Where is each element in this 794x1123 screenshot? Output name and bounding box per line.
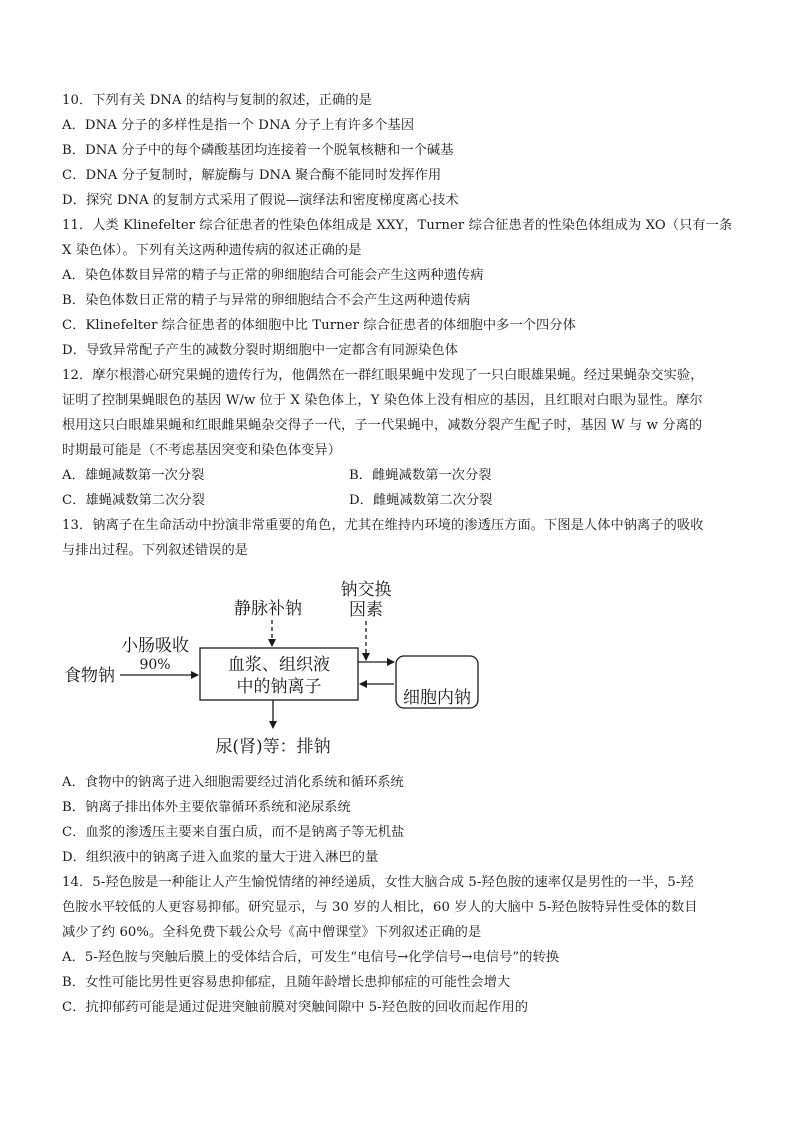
sodium-flow-diagram bbox=[62, 580, 562, 765]
q11-option-b: B．染色体数日正常的精子与异常的卵细胞结合不会产生这两种遗传病 bbox=[62, 293, 471, 308]
q13-stem-line-1: 13．钠离子在生命活动中扮演非常重要的角色，尤其在维持内环境的渗透压方面。下图是人体中钠离子的吸收 bbox=[62, 518, 704, 533]
food-sodium-label: 食物钠 bbox=[64, 666, 115, 686]
q10-option-d: D．探究 DNA 的复制方式采用了假说—演绎法和密度梯度离心技术 bbox=[62, 193, 459, 208]
q10-option-b: B．DNA 分子中的每个磷酸基团均连接着一个脱氧核糖和一个碱基 bbox=[62, 143, 454, 158]
q10-option-a: A．DNA 分子的多样性是指一个 DNA 分子上有许多个基因 bbox=[62, 118, 415, 133]
intestine-absorb-label: 小肠吸收 bbox=[121, 636, 189, 656]
intracellular-label: 细胞内钠 bbox=[403, 688, 471, 708]
q11-option-a: A．染色体数目异常的精子与正常的卵细胞结合可能会产生这两种遗传病 bbox=[62, 268, 484, 283]
q11-stem-line-2: X 染色体）。下列有关这两种遗传病的叙述正确的是 bbox=[62, 243, 362, 258]
plasma-label-2: 中的钠离子 bbox=[236, 677, 322, 697]
q11-option-c: C．Klinefelter 综合征患者的体细胞中比 Turner 综合征患者的体细胞中多一个四分体 bbox=[62, 318, 576, 333]
q12-option-d: D．雌蝇减数第二次分裂 bbox=[349, 493, 493, 508]
q12-options-row-1 bbox=[62, 463, 742, 488]
percent-label: 90% bbox=[139, 657, 171, 673]
iv-sodium-label: 静脉补钠 bbox=[234, 599, 302, 619]
q12-stem-line-4: 时期最可能是（不考虑基因突变和染色体变异） bbox=[62, 443, 342, 458]
q14-stem-line-3: 减少了约 60%。全科免费下载公众号《高中僧课堂》下列叙述正确的是 bbox=[62, 925, 482, 940]
exchange-factor-label-1: 钠交换 bbox=[340, 580, 392, 600]
q12-option-b: B．雌蝇减数第一次分裂 bbox=[349, 468, 492, 483]
excretion-label: 尿(肾)等：排钠 bbox=[215, 737, 331, 757]
q13-stem-line-2: 与排出过程。下列叙述错误的是 bbox=[62, 543, 249, 558]
q10-stem: 10．下列有关 DNA 的结构与复制的叙述，正确的是 bbox=[62, 93, 372, 108]
q10-option-c: C．DNA 分子复制时，解旋酶与 DNA 聚合酶不能同时发挥作用 bbox=[62, 168, 442, 183]
q14-stem-line-1: 14．5-羟色胺是一种能让人产生愉悦情绪的神经递质，女性大脑合成 5-羟色胺的速率仅是男性的一半，5-羟 bbox=[62, 875, 694, 890]
q12-stem-line-3: 根用这只白眼雄果蝇和红眼雌果蝇杂交得子一代，子一代果蝇中，减数分裂产生配子时，基因 W 与 w 分离的 bbox=[62, 418, 703, 433]
q13-option-c: C．血浆的渗透压主要来自蛋白质，而不是钠离子等无机盐 bbox=[62, 825, 405, 840]
q14-option-c: C．抗抑郁药可能是通过促进突触前膜对突触间隙中 5-羟色胺的回收而起作用的 bbox=[62, 1000, 529, 1015]
plasma-label-1: 血浆、组织液 bbox=[228, 655, 330, 675]
q11-option-d: D．导致异常配子产生的减数分裂时期细胞中一定都含有同源染色体 bbox=[62, 343, 459, 358]
q11-stem-line-1: 11．人类 Klinefelter 综合征患者的性染色体组成是 XXY，Turner 综合征患者的性染色体组成为 XO（只有一条 bbox=[62, 218, 733, 233]
q12-option-a: A．雄蝇减数第一次分裂 bbox=[62, 468, 205, 483]
q12-options-row-2 bbox=[62, 488, 742, 513]
q14-stem-line-2: 色胺水平较低的人更容易抑郁。研究显示，与 30 岁的人相比，60 岁人的大脑中 5-羟色胺特异性受体的数目 bbox=[62, 900, 698, 915]
q13-option-d: D．组织液中的钠离子进入血浆的量大于进入淋巴的量 bbox=[62, 850, 379, 865]
q12-stem-line-1: 12．摩尔根潜心研究果蝇的遗传行为，他偶然在一群红眼果蝇中发现了一只白眼雄果蝇。经过果蝇杂交实验， bbox=[62, 368, 704, 383]
q14-option-b: B．女性可能比男性更容易患抑郁症，且随年龄增长患抑郁症的可能性会增大 bbox=[62, 975, 511, 990]
exchange-factor-label-2: 因素 bbox=[349, 600, 383, 620]
q13-option-b: B．钠离子排出体外主要依靠循环系统和泌尿系统 bbox=[62, 800, 351, 815]
q12-stem-line-2: 证明了控制果蝇眼色的基因 W/w 位于 X 染色体上，Y 染色体上没有相应的基因，且红眼对白眼为显性。摩尔 bbox=[62, 393, 703, 408]
q13-option-a: A．食物中的钠离子进入细胞需要经过消化系统和循环系统 bbox=[62, 775, 404, 790]
q12-option-c: C．雄蝇减数第二次分裂 bbox=[62, 493, 206, 508]
q14-option-a: A．5-羟色胺与突触后膜上的受体结合后，可发生“电信号→化学信号→电信号”的转换 bbox=[62, 950, 560, 965]
